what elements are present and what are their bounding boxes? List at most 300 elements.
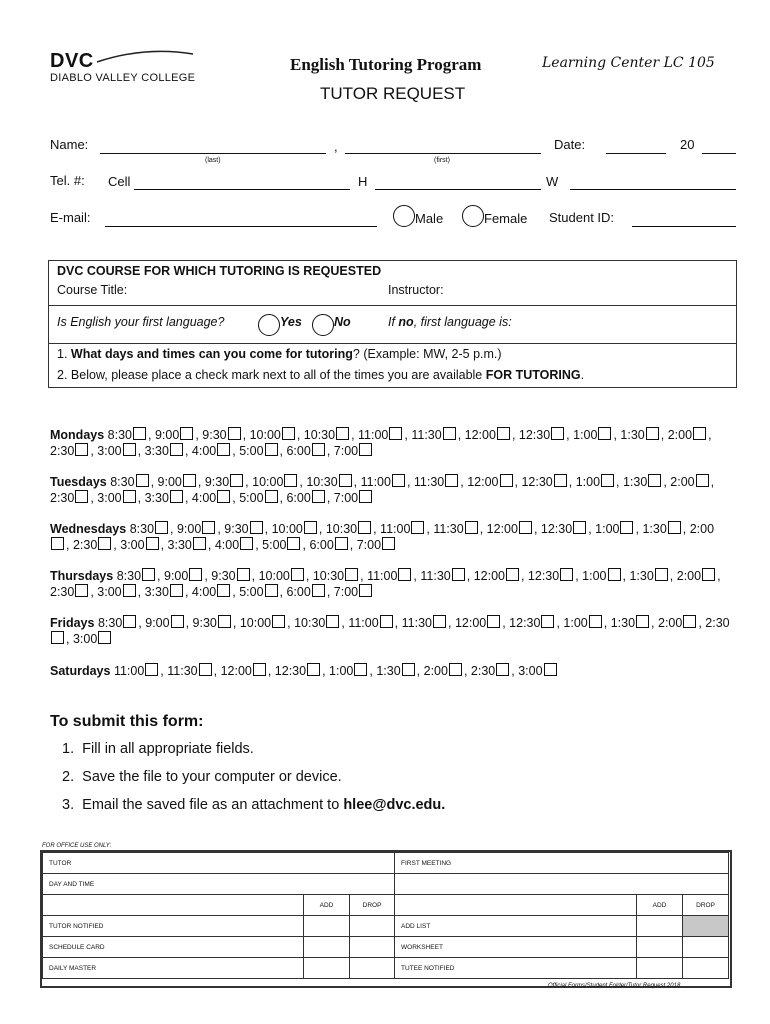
time-checkbox[interactable] [218, 615, 231, 628]
time-checkbox[interactable] [541, 615, 554, 628]
time-checkbox[interactable] [217, 490, 230, 503]
student-id-label: Student ID: [549, 210, 615, 225]
time-checkbox[interactable] [199, 663, 212, 676]
time-checkbox[interactable] [171, 615, 184, 628]
time-label: 11:00 [367, 569, 398, 583]
question-2 [57, 368, 584, 382]
time-label: 1:30 [620, 428, 645, 442]
time-checkbox[interactable] [589, 615, 602, 628]
time-label: 11:30 [433, 522, 464, 536]
time-label: 2:30 [72, 538, 98, 552]
time-label: 2:30 [50, 585, 75, 599]
time-checkbox[interactable] [75, 584, 88, 597]
time-checkbox[interactable] [123, 443, 136, 456]
time-label: 8:30 [107, 428, 133, 442]
time-label: 9:30 [211, 569, 236, 583]
time-label: 1:00 [582, 569, 607, 583]
time-label: 10:30 [312, 569, 345, 583]
step-number: 2. [62, 769, 75, 785]
step-text: Save the file to your computer or device. [82, 769, 342, 785]
submit-heading: To submit this form: [50, 713, 204, 730]
add-header: ADD [304, 895, 350, 916]
time-checkbox[interactable] [339, 474, 352, 487]
time-checkbox[interactable] [389, 427, 402, 440]
time-checkbox[interactable] [284, 474, 297, 487]
time-label: 9:00 [145, 616, 170, 630]
time-checkbox[interactable] [189, 568, 202, 581]
time-checkbox[interactable] [142, 568, 155, 581]
time-checkbox[interactable] [282, 427, 295, 440]
tel-label: Tel. #: [50, 173, 85, 188]
submit-step [62, 769, 342, 785]
time-checkbox[interactable] [98, 631, 111, 644]
time-label: 3:00 [518, 664, 543, 678]
time-label: 3:00 [120, 538, 145, 552]
time-checkbox[interactable] [497, 427, 510, 440]
time-checkbox[interactable] [345, 568, 358, 581]
time-label: 8:30 [110, 475, 135, 489]
time-checkbox[interactable] [287, 537, 300, 550]
time-label: 12:00 [454, 616, 487, 630]
schedule-day: Wednesdays 8:30 , 9:00 , 9:30 , 10:00 , 10:30 , 11:00 , 11:30 , 12:00 , 12:30 , 1:00 , 1:30 , 2:00, 2:30 , 3:00 , 3:30 , 4:00 , 5:00 , 6:00 , 7:00 [50, 522, 715, 552]
time-checkbox[interactable] [560, 568, 573, 581]
time-checkbox[interactable] [398, 568, 411, 581]
time-checkbox[interactable] [445, 474, 458, 487]
time-label: 1:30 [610, 616, 636, 630]
time-label: 1:00 [573, 428, 598, 442]
last-hint: (last) [205, 157, 221, 164]
time-label: 9:30 [202, 428, 227, 442]
time-label: 12:00 [220, 664, 252, 678]
time-label: 4:00 [191, 491, 217, 505]
time-checkbox[interactable] [336, 427, 349, 440]
time-checkbox[interactable] [326, 615, 339, 628]
time-checkbox[interactable] [202, 521, 215, 534]
time-label: 5:00 [239, 585, 264, 599]
question-1 [57, 347, 502, 361]
time-checkbox[interactable] [433, 615, 446, 628]
time-label: 11:00 [358, 428, 389, 442]
time-checkbox[interactable] [335, 537, 348, 550]
time-checkbox[interactable] [217, 443, 230, 456]
blank-cell [395, 874, 729, 895]
blank-cell [350, 958, 395, 979]
add-list-cell: ADD LIST [395, 916, 637, 937]
time-checkbox[interactable] [51, 537, 64, 550]
time-label: 2:30 [50, 444, 75, 458]
yes-radio[interactable] [258, 314, 280, 336]
time-label: 10:30 [303, 428, 336, 442]
name-comma: , [334, 139, 338, 154]
time-label: 6:00 [309, 538, 334, 552]
time-label: 5:00 [262, 538, 287, 552]
logo-subtitle: DIABLO VALLEY COLLEGE [50, 72, 196, 84]
time-label: 11:30 [401, 616, 432, 630]
worksheet-cell: WORKSHEET [395, 937, 637, 958]
step-number: 3. [62, 797, 75, 813]
location-label: Learning Center LC 105 [542, 55, 715, 71]
time-checkbox[interactable] [304, 521, 317, 534]
shaded-cell [683, 916, 729, 937]
time-label: 11:00 [360, 475, 391, 489]
blank-cell [43, 895, 304, 916]
time-checkbox[interactable] [655, 568, 668, 581]
english-question: Is English your first language? [57, 315, 225, 329]
time-label: 8:30 [129, 522, 155, 536]
time-checkbox[interactable] [608, 568, 621, 581]
time-checkbox[interactable] [402, 663, 415, 676]
blank-cell [350, 916, 395, 937]
time-label: 2:00 [423, 664, 448, 678]
time-label: 11:30 [420, 569, 451, 583]
time-checkbox[interactable] [250, 521, 263, 534]
logo-dvc: DVC [50, 50, 94, 72]
female-label: Female [484, 211, 528, 226]
student-id-field[interactable] [632, 226, 736, 227]
time-checkbox[interactable] [544, 663, 557, 676]
day-label: Fridays [50, 616, 95, 630]
time-checkbox[interactable] [449, 663, 462, 676]
no-radio[interactable] [312, 314, 334, 336]
day-label: Saturdays [50, 664, 111, 678]
time-checkbox[interactable] [359, 584, 372, 597]
time-label: 2:00 [670, 475, 695, 489]
time-checkbox[interactable] [133, 427, 146, 440]
male-label: Male [415, 211, 444, 226]
time-checkbox[interactable] [380, 615, 393, 628]
time-label: 9:00 [157, 475, 182, 489]
time-label: 2:30 [50, 491, 75, 505]
time-label: 2:00 [689, 522, 715, 536]
time-checkbox[interactable] [312, 584, 325, 597]
schedule-card-cell: SCHEDULE CARD [43, 937, 304, 958]
q1-bold: What days and times can you come for tutoring [70, 347, 353, 361]
submit-step [62, 741, 254, 757]
schedule-day: Tuesdays 8:30 , 9:00 , 9:30 , 10:00 , 10:30 , 11:00 , 11:30 , 12:00 , 12:30 , 1:00 , 1:30 , 2:00 , 2:30 , 3:00 , 3:30 , 4:00 , 5:00 , 6:00 , 7:00 [50, 475, 715, 505]
female-radio[interactable] [462, 205, 484, 227]
time-label: 11:30 [413, 475, 445, 489]
time-checkbox[interactable] [554, 474, 567, 487]
time-checkbox[interactable] [693, 427, 706, 440]
time-checkbox[interactable] [253, 663, 266, 676]
time-label: 10:00 [239, 616, 272, 630]
name-label: Name: [50, 137, 89, 152]
time-checkbox[interactable] [312, 490, 325, 503]
time-checkbox[interactable] [237, 568, 250, 581]
time-label: 2:00 [667, 428, 693, 442]
time-checkbox[interactable] [359, 490, 372, 503]
time-label: 12:30 [518, 428, 551, 442]
tutee-notified-cell: TUTEE NOTIFIED [395, 958, 637, 979]
time-checkbox[interactable] [123, 615, 136, 628]
q2-number: 2. [57, 368, 68, 382]
time-checkbox[interactable] [170, 443, 183, 456]
time-label: 4:00 [191, 444, 217, 458]
blank-cell [304, 916, 350, 937]
time-label: 4:00 [191, 585, 217, 599]
schedule-day: Fridays 8:30 , 9:00 , 9:30 , 10:00 , 10:30 , 11:00 , 11:30 , 12:00 , 12:30 , 1:00 , 1:30 , 2:00 , 2:30, 3:00 [50, 616, 730, 646]
time-label: 10:00 [252, 475, 284, 489]
blank-cell [683, 958, 729, 979]
time-label: 9:00 [164, 569, 189, 583]
q2-end: . [580, 368, 585, 382]
cell-phone-field[interactable] [134, 189, 350, 190]
time-label: 1:00 [329, 664, 354, 678]
work-label: W [546, 174, 559, 189]
time-label: 11:30 [167, 664, 198, 678]
drop-header: DROP [350, 895, 395, 916]
home-phone-field[interactable] [375, 189, 541, 190]
course-divider-1 [49, 305, 736, 306]
time-checkbox[interactable] [392, 474, 405, 487]
time-label: 11:00 [380, 522, 411, 536]
time-label: 10:00 [249, 428, 281, 442]
time-checkbox[interactable] [573, 521, 586, 534]
time-label: 9:30 [192, 616, 217, 630]
time-checkbox[interactable] [496, 663, 509, 676]
time-checkbox[interactable] [411, 521, 424, 534]
time-label: 12:30 [540, 522, 573, 536]
time-label: 9:30 [204, 475, 230, 489]
time-label: 3:00 [97, 585, 122, 599]
time-label: 10:30 [325, 522, 358, 536]
time-label: 2:30 [470, 664, 496, 678]
time-label: 9:00 [154, 428, 180, 442]
email-field[interactable] [105, 226, 377, 227]
schedule-day: Saturdays 11:00 , 11:30 , 12:00 , 12:30 , 1:00 , 1:30 , 2:00 , 2:30 , 3:00 [50, 663, 730, 679]
time-checkbox[interactable] [183, 474, 196, 487]
time-label: 5:00 [239, 491, 264, 505]
time-label: 9:30 [224, 522, 249, 536]
instructor-label: Instructor: [388, 283, 444, 297]
course-divider-2 [49, 343, 736, 344]
program-title: English Tutoring Program [290, 55, 482, 74]
time-label: 12:30 [509, 616, 541, 630]
time-label: 10:00 [271, 522, 303, 536]
time-checkbox[interactable] [601, 474, 614, 487]
time-label: 3:00 [72, 632, 98, 646]
day-label: Wednesdays [50, 522, 127, 536]
blank-cell [637, 937, 683, 958]
course-title-label: Course Title: [57, 283, 128, 297]
time-label: 6:00 [286, 491, 311, 505]
blank-cell [304, 958, 350, 979]
time-checkbox[interactable] [487, 615, 500, 628]
submit-step [62, 797, 445, 813]
logo-swoosh-icon [95, 48, 195, 64]
tutor-notified-cell: TUTOR NOTIFIED [43, 916, 304, 937]
time-label: 10:30 [294, 616, 326, 630]
blank-cell [304, 937, 350, 958]
time-checkbox[interactable] [519, 521, 532, 534]
time-checkbox[interactable] [217, 584, 230, 597]
date-label: Date: [554, 137, 586, 152]
office-use-table [42, 852, 729, 979]
time-label: 3:30 [144, 585, 169, 599]
schedule-day: Thursdays 8:30 , 9:00 , 9:30 , 10:00 , 10:30 , 11:00 , 11:30 , 12:00 , 12:30 , 1:00 , 1:30 , 2:00 , 2:30 , 3:00 , 3:30 , 4:00 , 5:00 , 6:00 , 7:00 [50, 569, 721, 599]
date-field[interactable] [606, 153, 666, 154]
time-checkbox[interactable] [648, 474, 661, 487]
time-checkbox[interactable] [265, 490, 278, 503]
email-label: E-mail: [50, 210, 91, 225]
time-label: 10:30 [306, 475, 338, 489]
time-label: 5:00 [239, 444, 264, 458]
email-link[interactable]: hlee@dvc.edu. [343, 797, 446, 813]
time-label: 8:30 [97, 616, 123, 630]
blank-cell [637, 958, 683, 979]
home-label: H [358, 174, 368, 189]
time-checkbox[interactable] [636, 615, 649, 628]
time-label: 1:00 [595, 522, 620, 536]
time-checkbox[interactable] [123, 490, 136, 503]
schedule-day: Mondays 8:30 , 9:00 , 9:30 , 10:00 , 10:30 , 11:00 , 11:30 , 12:00 , 12:30 , 1:00 , 1:30 , 2:00 , 2:30 , 3:00 , 3:30 , 4:00 , 5:00 , 6:00 , 7:00 [50, 428, 712, 458]
time-checkbox[interactable] [598, 427, 611, 440]
no-label: No [334, 315, 351, 329]
male-radio[interactable] [393, 205, 415, 227]
time-label: 3:00 [97, 444, 122, 458]
first-name-field[interactable] [345, 153, 541, 154]
time-checkbox[interactable] [155, 521, 168, 534]
first-hint: (first) [434, 157, 450, 164]
time-checkbox[interactable] [193, 537, 206, 550]
time-checkbox[interactable] [312, 443, 325, 456]
step-number: 1. [62, 741, 75, 757]
blank-cell [683, 937, 729, 958]
time-label: 1:00 [575, 475, 601, 489]
time-label: 12:00 [467, 475, 499, 489]
time-checkbox[interactable] [170, 584, 183, 597]
yes-label: Yes [280, 315, 302, 329]
page-title: TUTOR REQUEST [320, 84, 466, 103]
time-label: 7:00 [356, 538, 382, 552]
time-label: 11:00 [348, 616, 379, 630]
time-checkbox[interactable] [123, 584, 136, 597]
time-checkbox[interactable] [170, 490, 183, 503]
cell-label: Cell [108, 174, 131, 189]
step-text: Email the saved file as an attachment to [82, 797, 344, 813]
q1-number: 1. [57, 347, 68, 361]
time-checkbox[interactable] [145, 663, 158, 676]
time-checkbox[interactable] [307, 663, 320, 676]
time-checkbox[interactable] [272, 615, 285, 628]
time-label: 1:30 [629, 569, 654, 583]
time-checkbox[interactable] [443, 427, 456, 440]
time-label: 8:30 [116, 569, 142, 583]
time-label: 7:00 [333, 585, 359, 599]
time-checkbox[interactable] [620, 521, 633, 534]
time-checkbox[interactable] [465, 521, 478, 534]
office-use-label: FOR OFFICE USE ONLY: [42, 843, 112, 849]
time-checkbox[interactable] [500, 474, 513, 487]
day-label: Thursdays [50, 569, 114, 583]
time-checkbox[interactable] [240, 537, 253, 550]
time-label: 3:00 [97, 491, 122, 505]
time-label: 3:30 [167, 538, 192, 552]
time-checkbox[interactable] [75, 490, 88, 503]
time-label: 11:30 [411, 428, 442, 442]
q1-rest: ? (Example: MW, 2-5 p.m.) [352, 347, 502, 361]
time-checkbox[interactable] [354, 663, 367, 676]
q2-text: Below, please place a check mark next to all of the times you are available [70, 368, 486, 382]
time-label: 2:00 [658, 616, 683, 630]
year-label: 20 [680, 137, 695, 152]
time-checkbox[interactable] [291, 568, 304, 581]
time-label: 9:00 [176, 522, 202, 536]
time-checkbox[interactable] [683, 615, 696, 628]
time-checkbox[interactable] [696, 474, 709, 487]
if-no-bold: no [398, 315, 414, 329]
time-checkbox[interactable] [51, 631, 64, 644]
time-checkbox[interactable] [452, 568, 465, 581]
time-label: 11:00 [113, 664, 145, 678]
time-checkbox[interactable] [180, 427, 193, 440]
time-label: 12:00 [473, 569, 505, 583]
time-checkbox[interactable] [228, 427, 241, 440]
step-text: Fill in all appropriate fields. [82, 741, 254, 757]
year-field[interactable] [702, 153, 736, 154]
time-checkbox[interactable] [358, 521, 371, 534]
course-box [48, 260, 737, 388]
time-checkbox[interactable] [136, 474, 149, 487]
time-checkbox[interactable] [668, 521, 681, 534]
time-label: 1:30 [622, 475, 648, 489]
time-checkbox[interactable] [265, 584, 278, 597]
time-checkbox[interactable] [265, 443, 278, 456]
time-checkbox[interactable] [98, 537, 111, 550]
time-checkbox[interactable] [646, 427, 659, 440]
time-label: 1:30 [376, 664, 401, 678]
time-label: 12:30 [274, 664, 307, 678]
time-checkbox[interactable] [359, 443, 372, 456]
day-label: Tuesdays [50, 475, 107, 489]
time-label: 6:00 [286, 444, 311, 458]
time-label: 10:00 [258, 569, 290, 583]
time-checkbox[interactable] [382, 537, 395, 550]
time-label: 7:00 [333, 491, 359, 505]
if-no-prefix: If [388, 315, 399, 329]
tutor-cell: TUTOR [43, 853, 395, 874]
course-heading: DVC COURSE FOR WHICH TUTORING IS REQUESTED [57, 264, 382, 278]
time-label: 4:00 [214, 538, 240, 552]
time-label: 3:30 [144, 444, 169, 458]
footer-path: Official Forms/Student Folder/Tutor Request 2018 [548, 983, 681, 989]
time-label: 7:00 [333, 444, 359, 458]
time-checkbox[interactable] [506, 568, 519, 581]
time-checkbox[interactable] [702, 568, 715, 581]
time-checkbox[interactable] [551, 427, 564, 440]
time-label: 12:30 [527, 569, 560, 583]
time-label: 1:30 [642, 522, 667, 536]
time-checkbox[interactable] [75, 443, 88, 456]
last-name-field[interactable] [100, 153, 326, 154]
time-label: 2:00 [676, 569, 702, 583]
blank-cell [395, 895, 637, 916]
blank-cell [637, 916, 683, 937]
time-label: 6:00 [286, 585, 311, 599]
day-label: Mondays [50, 428, 105, 442]
first-meeting-cell: FIRST MEETING [395, 853, 729, 874]
drop-header: DROP [683, 895, 729, 916]
time-checkbox[interactable] [146, 537, 159, 550]
work-phone-field[interactable] [570, 189, 736, 190]
time-checkbox[interactable] [230, 474, 243, 487]
time-label: 3:30 [144, 491, 169, 505]
if-no-suffix: , first language is: [413, 315, 512, 329]
day-time-cell: DAY AND TIME [43, 874, 395, 895]
add-header: ADD [637, 895, 683, 916]
time-label: 2:30 [705, 616, 730, 630]
q2-bold: FOR TUTORING [485, 368, 581, 382]
